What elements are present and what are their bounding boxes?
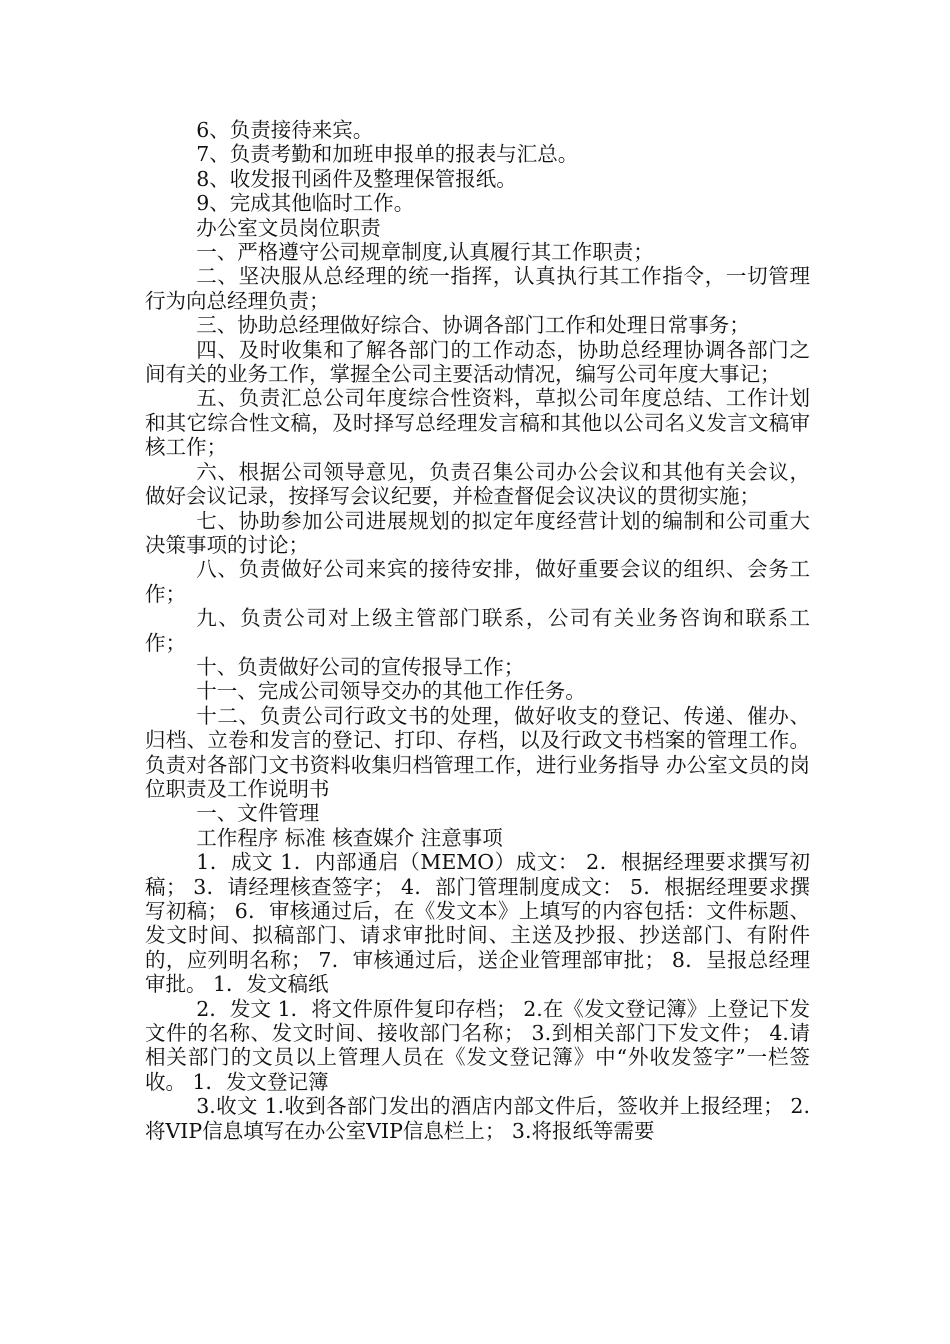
paragraph: 十、负责做好公司的宣传报导工作； xyxy=(196,654,525,679)
paragraph: 八、负责做好公司来宾的接待安排，做好重要会议的组织、会务工作； xyxy=(145,557,810,606)
paragraph: 6、负责接待来宾。 xyxy=(196,118,374,142)
paragraph: 9、完成其他临时工作。 xyxy=(196,191,415,216)
paragraph: 四、及时收集和了解各部门的工作动态，协助总经理协调各部门之间有关的业务工作，掌握全公司主要活动情况，编写公司年度大事记； xyxy=(145,337,810,387)
paragraph: 1．成文 1．内部通启（MEMO）成文： 2．根据经理要求撰写初稿； 3．请经理核查签字； 4．部门管理制度成文： 5．根据经理要求撰写初稿； 6．审核通过后，在《发文本》上填写的内容包括：文件标题、发文时间、拟稿部门、请求审批时间、主送及抄报、抄送部门、有附件的，应列明名称； 7．审核通过后，送企业管理部审批； 8．呈报总经理审批。 1．发文稿纸 xyxy=(145,850,810,997)
paragraph: 七、协助参加公司进展规划的拟定年度经营计划的编制和公司重大决策事项的讨论； xyxy=(145,508,810,557)
paragraph: 五、负责汇总公司年度综合性资料，草拟公司年度总结、工作计划和其它综合性文稿，及时择写总经理发言稿和其他以公司名义发言文稿审核工作； xyxy=(145,386,810,460)
paragraph: 三、协助总经理做好综合、协调各部门工作和处理日常事务； xyxy=(196,313,750,338)
paragraph: 十二、负责公司行政文书的处理，做好收支的登记、传递、催办、归档、立卷和发言的登记、打印、存档，以及行政文书档案的管理工作。负责对各部门文书资料收集归档管理工作，进行业务指导 办公室文员的岗位职责及工作说明书 xyxy=(145,703,810,801)
paragraph: 一、严格遵守公司规章制度,认真履行其工作职责； xyxy=(196,240,654,265)
section-heading: 一、文件管理 xyxy=(196,801,320,826)
paragraph: 8、收发报刊函件及整理保管报纸。 xyxy=(196,166,517,191)
paragraph: 六、根据公司领导意见，负责召集公司办公会议和其他有关会议，做好会议记录，按择写会议纪要，并检查督促会议决议的贯彻实施； xyxy=(145,459,810,509)
paragraph: 7、负责考勤和加班申报单的报表与汇总。 xyxy=(196,142,579,167)
table-header-line: 工作程序 标准 核查媒介 注意事项 xyxy=(196,825,503,850)
paragraph: 2．发文 1．将文件原件复印存档； 2.在《发文登记簿》上登记下发文件的名称、发文时间、接收部门名称； 3.到相关部门下发文件； 4.请相关部门的文员以上管理人员在《发文登记簿》中“外收发签字”一栏签收。 1．发文登记簿 xyxy=(145,996,810,1094)
paragraph: 二、坚决服从总经理的统一指挥，认真执行其工作指令，一切管理行为向总经理负责； xyxy=(145,264,810,313)
section-heading: 办公室文员岗位职责 xyxy=(196,215,381,240)
paragraph: 3.收文 1.收到各部门发出的酒店内部文件后，签收并上报经理； 2.将VIP信息填写在办公室VIP信息栏上； 3.将报纸等需要 xyxy=(145,1094,810,1143)
paragraph: 九、负责公司对上级主管部门联系，公司有关业务咨询和联系工作； xyxy=(145,606,810,655)
paragraph: 十一、完成公司领导交办的其他工作任务。 xyxy=(196,679,586,704)
document-page xyxy=(145,118,810,1143)
